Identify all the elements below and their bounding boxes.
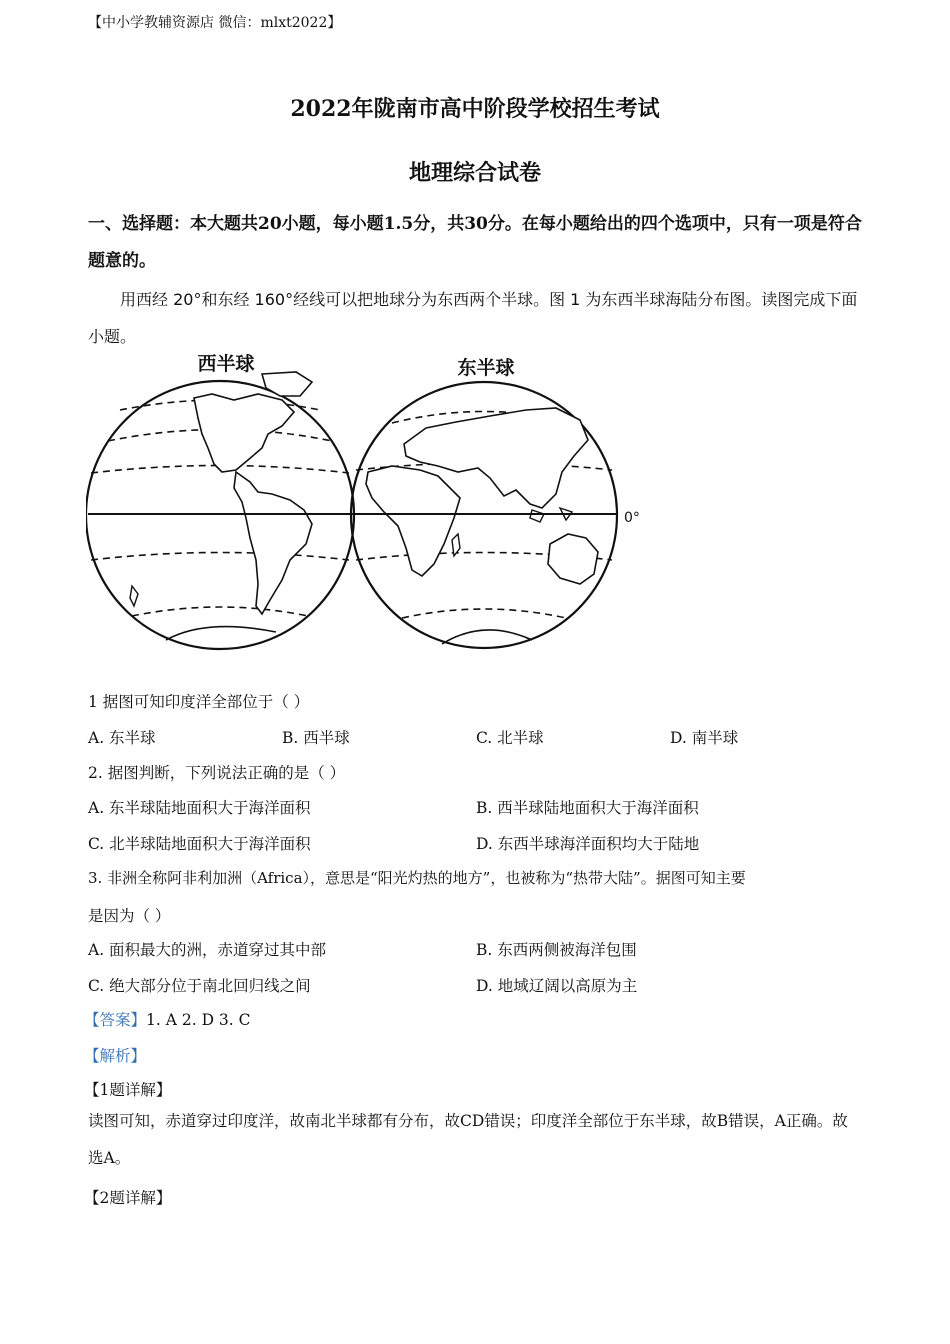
q3-option-a: A. 面积最大的洲，赤道穿过其中部 (88, 941, 327, 959)
answer-tag: 【答案】 (84, 1011, 147, 1029)
q1-option-d: D. 南半球 (670, 729, 739, 747)
section-heading: 一、选择题：本大题共20小题，每小题1.5分，共30分。在每小题给出的四个选项中，只有一项是符合题意的。 (88, 214, 862, 271)
east-hemisphere-label: 东半球 (457, 357, 515, 379)
detail-1-heading: 【1题详解】 (84, 1081, 172, 1099)
exam-title: 2022年陇南市高中阶段学校招生考试 (290, 96, 660, 122)
question-intro: 用西经 20°和东经 160°经线可以把地球分为东西两个半球。图 1 为东西半球海陆分布图。读图完成下面小题。 (88, 290, 858, 346)
west-hemisphere-label: 西半球 (197, 353, 255, 375)
q1-option-a: A. 东半球 (88, 729, 156, 747)
africa-shape (366, 466, 460, 576)
question-3-stem-line1: 3. 非洲全称阿非利加洲（Africa），意思是“阳光灼热的地方”，也被称为“热带大陆”。据图可知主要 (88, 869, 746, 887)
q1-option-c: C. 北半球 (476, 729, 544, 747)
hemisphere-map (86, 348, 646, 660)
analysis-tag: 【解析】 (84, 1047, 147, 1065)
question-2-stem: 2. 据图判断，下列说法正确的是（ ） (88, 764, 346, 782)
equator-label: 0° (624, 510, 640, 526)
q2-option-d: D. 东西半球海洋面积均大于陆地 (476, 835, 700, 853)
west-hemisphere (86, 372, 354, 649)
q2-option-c: C. 北半球陆地面积大于海洋面积 (88, 835, 311, 853)
answer-text: 1. A 2. D 3. C (146, 1011, 251, 1029)
header-note: 【中小学教辅资源店 微信：mlxt2022】 (88, 15, 342, 31)
exam-subtitle: 地理综合试卷 (408, 160, 541, 186)
detail-2-heading: 【2题详解】 (84, 1189, 172, 1207)
answer-line (84, 1008, 251, 1030)
detail-1-text: 读图可知，赤道穿过印度洋，故南北半球都有分布，故CD错误；印度洋全部位于东半球，故B错误，A正确。故选A。 (88, 1112, 848, 1167)
q2-option-b: B. 西半球陆地面积大于海洋面积 (476, 799, 699, 817)
q3-option-c: C. 绝大部分位于南北回归线之间 (88, 977, 311, 995)
q1-option-b: B. 西半球 (282, 729, 350, 747)
question-3-stem-line2: 是因为（ ） (88, 907, 171, 925)
australia-shape (548, 534, 598, 584)
south-america-shape (234, 472, 312, 614)
q3-option-d: D. 地域辽阔以高原为主 (476, 977, 638, 995)
q2-option-a: A. 东半球陆地面积大于海洋面积 (88, 799, 311, 817)
q3-option-b: B. 东西两侧被海洋包围 (476, 941, 637, 959)
question-1-stem: 1 据图可知印度洋全部位于（ ） (88, 693, 310, 711)
